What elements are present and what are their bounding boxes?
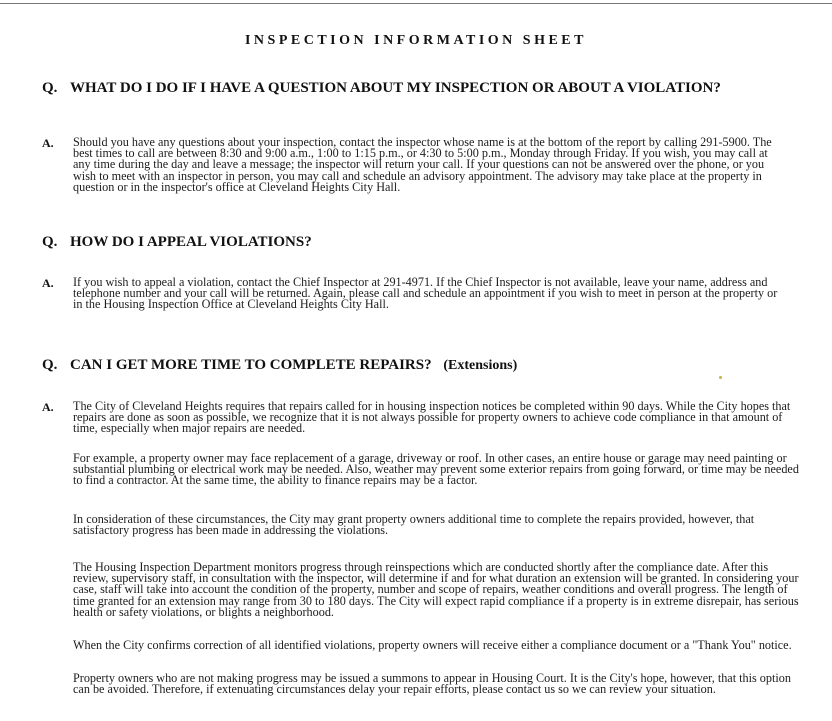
answer-3-paragraph-2: For example, a property owner may face replacement of a garage, driveway or roof. In other cases, an entire house or garage may need painting or substantial plumbing or electrical work may be needed. Also, weather may prevent some exterior repairs from going forward, or time may be needed to find a contractor. At the same time, the ability to finance repairs may be a factor. [73, 451, 799, 488]
question-text: WHAT DO I DO IF I HAVE A QUESTION ABOUT MY INSPECTION OR ABOUT A VIOLATION? [70, 80, 721, 96]
answer-1-paragraph: Should you have any questions about your inspection, contact the inspector whose name is at the bottom of the report by calling 291-5900. The best times to call are between 8:30 and 9:00 a.m., 1:00 to 1:15 p.m., or 4:30 to 5:00 p.m., Monday through Friday. If you wish, you may call at any time during the day and leave a message; the inspector will return your call. If your questions can not be answered over the phone, or you wish to meet with an inspector in person, you may call and schedule an advisory appointment. The advisory may take place at the property in question or in the inspector's office at Cleveland Heights City Hall. [73, 135, 772, 194]
paper-speck [719, 376, 722, 379]
question-1 [42, 81, 762, 95]
question-2 [42, 235, 762, 249]
answer-2-paragraph: If you wish to appeal a violation, contact the Chief Inspector at 291-4971. If the Chief Inspector is not available, leave your name, address and telephone number and your call will be returned. Again, please call and schedule an appointment if you wish to meet in person at the property or in the Housing Inspection Office at Cleveland Heights City Hall. [73, 275, 778, 312]
question-marker: Q. [42, 357, 58, 373]
answer-3-paragraph-1: The City of Cleveland Heights requires that repairs called for in housing inspection notices be completed within 90 days. While the City hopes that repairs are done as soon as possible, we recognize that it is not always possible for property owners to achieve code compliance in that amount of time, especially when major repairs are needed. [73, 399, 791, 436]
answer-marker: A. [42, 276, 54, 290]
question-suffix: (Extensions) [443, 358, 518, 373]
answer-3-paragraph-6: Property owners who are not making progress may be issued a summons to appear in Housing Court. It is the City's hope, however, that this option can be avoided. Therefore, if extenuating circumstances delay your repair efforts, please contact us so we can review your situation. [73, 671, 791, 697]
answer-3-paragraph-5: When the City confirms correction of all identified violations, property owners will receive either a compliance document or a "Thank You" notice. [73, 638, 792, 652]
top-rule [0, 3, 832, 4]
answer-3-paragraph-3: In consideration of these circumstances, the City may grant property owners additional time to complete the repairs provided, however, that satisfactory progress has been made in addressing the violations. [73, 512, 755, 538]
question-text: CAN I GET MORE TIME TO COMPLETE REPAIRS? [70, 357, 432, 373]
answer-marker: A. [42, 136, 54, 150]
question-3 [42, 358, 762, 373]
question-marker: Q. [42, 80, 58, 96]
question-text: HOW DO I APPEAL VIOLATIONS? [70, 234, 312, 250]
answer-3-paragraph-4: The Housing Inspection Department monitors progress through reinspections which are conducted shortly after the compliance date. After this review, supervisory staff, in consultation with the inspector, will determine if and for what duration an extension will be granted. In considering your case, staff will take into account the condition of the property, number and scope of repairs, weather conditions and overall progress. The length of time granted for an extension may range from 30 to 180 days. The City will expect rapid compliance if a property is in extreme disrepair, has serious health or safety violations, or blights a neighborhood. [73, 560, 799, 619]
answer-marker: A. [42, 400, 54, 414]
sheet-title: INSPECTION INFORMATION SHEET [244, 33, 587, 48]
question-marker: Q. [42, 234, 58, 250]
